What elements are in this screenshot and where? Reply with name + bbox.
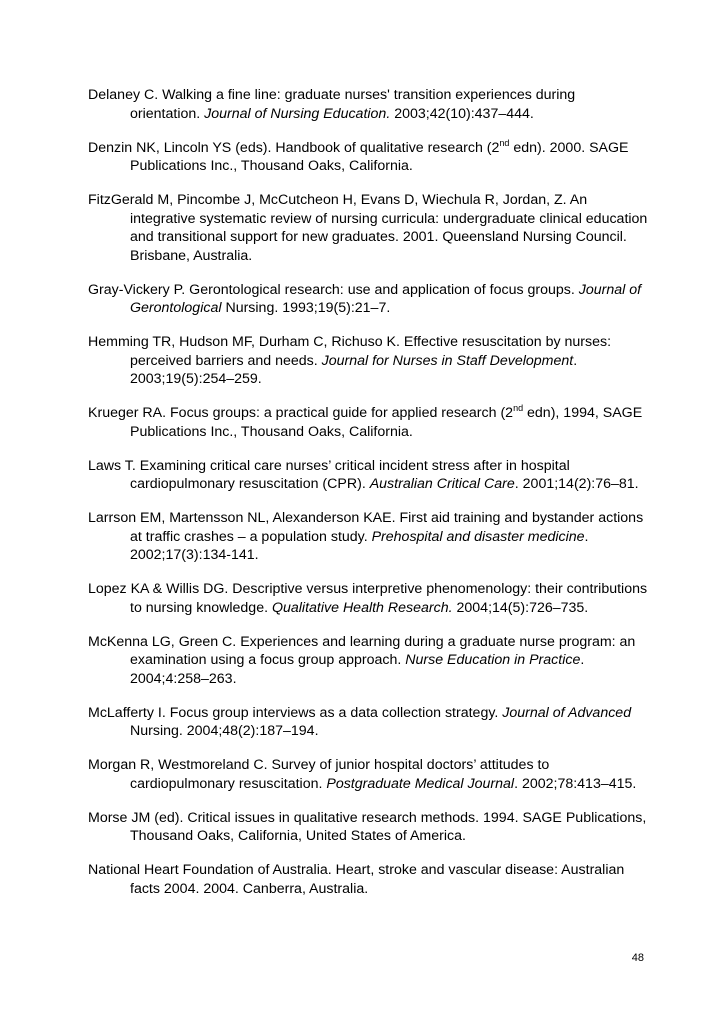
reference-entry — [88, 704, 648, 741]
reference-entry — [88, 191, 648, 265]
reference-italic-text: Postgraduate Medical Journal — [326, 775, 515, 792]
reference-entry — [88, 333, 648, 389]
reference-text: . 2003;19(5):254–259. — [130, 352, 578, 387]
reference-entry — [88, 86, 648, 123]
reference-text: 2004;14(5):726–735. — [452, 599, 589, 616]
reference-text: . 2002;78:413–415. — [514, 775, 637, 792]
reference-text: FitzGerald M, Pincombe J, McCutcheon H, Evans D, Wiechula R, Jordan, Z. An integrative systematic review of nursing curricula: undergraduate clinical education and transitional support for new graduates. 2001. Queensland Nursing Council. Brisbane, Australia. — [88, 192, 648, 264]
reference-italic-text: Journal for Nurses in Staff Development — [321, 352, 574, 369]
reference-list — [88, 86, 648, 914]
reference-text: Delaney C. Walking a fine line: graduate nurses' transition experiences during orientation. — [88, 87, 576, 122]
reference-text: Nursing. 2004;48(2):187–194. — [130, 723, 319, 739]
reference-entry — [88, 281, 648, 318]
reference-text: . 2002;17(3):134-141. — [130, 528, 589, 563]
reference-entry — [88, 633, 648, 689]
reference-text: Krueger RA. Focus groups: a practical guide for applied research (2 — [88, 405, 514, 421]
reference-text: 2003;42(10):437–444. — [390, 105, 534, 122]
reference-entry — [88, 809, 648, 846]
reference-superscript: nd — [513, 403, 524, 413]
reference-entry — [88, 404, 648, 441]
reference-text: McLafferty I. Focus group interviews as a data collection strategy. — [88, 704, 503, 721]
reference-text: Morse JM (ed). Critical issues in qualitative research methods. 1994. SAGE Publications, Thousand Oaks, California, United States of America. — [88, 809, 647, 844]
reference-text: Denzin NK, Lincoln YS (eds). Handbook of qualitative research (2 — [88, 139, 500, 156]
reference-text: Morgan R, Westmoreland C. Survey of junior hospital doctors’ attitudes to cardiopulmonary resuscitation. — [88, 757, 550, 792]
reference-italic-text: Australian Critical Care — [369, 476, 515, 492]
reference-text: McKenna LG, Green C. Experiences and learning during a graduate nurse program: an examination using a focus group approach. — [88, 633, 636, 668]
reference-entry — [88, 139, 648, 176]
reference-text: Lopez KA & Willis DG. Descriptive versus interpretive phenomenology: their contributions to nursing knowledge. — [88, 581, 648, 616]
reference-text: Gray-Vickery P. Gerontological research: use and application of focus groups. — [88, 281, 579, 298]
reference-entry — [88, 509, 648, 565]
reference-entry — [88, 457, 648, 494]
reference-entry — [88, 861, 648, 898]
reference-text: . 2004;4:258–263. — [130, 652, 585, 687]
reference-entry — [88, 580, 648, 617]
reference-italic-text: Nurse Education in Practice — [405, 652, 581, 668]
page-number: 48 — [631, 952, 644, 964]
reference-text: . 2001;14(2):76–81. — [514, 476, 639, 492]
reference-italic-text: Journal of Gerontological — [130, 281, 642, 316]
reference-italic-text: Journal of Nursing Education. — [204, 105, 391, 122]
reference-text: Hemming TR, Hudson MF, Durham C, Richuso K. Effective resuscitation by nurses: perceived barriers and needs. — [88, 334, 612, 369]
reference-text: edn). 2000. SAGE Publications Inc., Thousand Oaks, California. — [130, 139, 629, 174]
reference-italic-text: Journal of Advanced — [502, 704, 632, 721]
reference-text: edn), 1994, SAGE Publications Inc., Thousand Oaks, California. — [130, 405, 643, 440]
reference-superscript: nd — [499, 137, 510, 148]
reference-italic-text: Qualitative Health Research. — [271, 599, 453, 616]
reference-text: Laws T. Examining critical care nurses’ critical incident stress after in hospital cardiopulmonary resuscitation (CPR). — [88, 457, 570, 492]
reference-text: National Heart Foundation of Australia. Heart, stroke and vascular disease: Australian facts 2004. 2004. Canberra, Australia. — [88, 862, 625, 897]
reference-italic-text: Prehospital and disaster medicine — [371, 528, 585, 545]
reference-entry — [88, 756, 648, 793]
reference-text: Larrson EM, Martensson NL, Alexanderson KAE. First aid training and bystander actions at traffic crashes – a population study. — [88, 510, 644, 545]
reference-text: Nursing. 1993;19(5):21–7. — [221, 300, 391, 316]
